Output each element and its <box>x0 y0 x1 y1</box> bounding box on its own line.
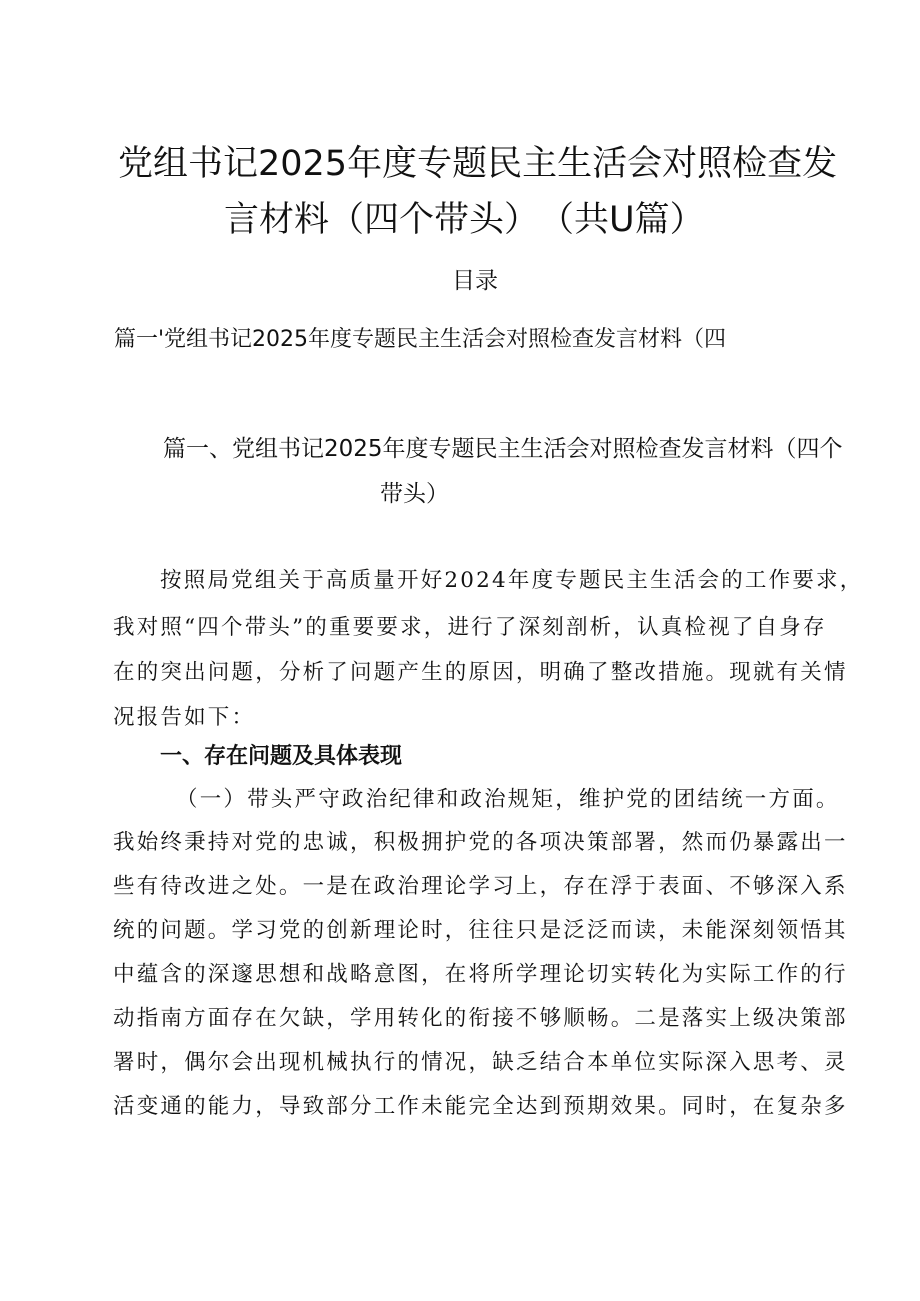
paragraph-line: 动指南方面存在欠缺，学用转化的衔接不够顺畅。二是落实上级决策部 <box>113 1006 848 1031</box>
paragraph-line: 我始终秉持对党的忠诚，积极拥护党的各项决策部署，然而仍暴露出一 <box>113 830 848 855</box>
intro-line: 在的突出问题，分析了问题产生的原因，明确了整改措施。现就有关情 <box>113 660 848 685</box>
paragraph-line: 署时，偶尔会出现机械执行的情况，缺乏结合本单位实际深入思考、灵 <box>113 1050 848 1075</box>
section-title-line-2: 带头） <box>380 481 449 507</box>
intro-line: 我对照“四个带头”的重要要求，进行了深刻剖析，认真检视了自身存 <box>113 615 827 640</box>
toc-item-1[interactable]: 篇一'党组书记2025年度专题民主生活会对照检查发言材料（四 <box>114 327 727 352</box>
toc-heading: 目录 <box>452 268 498 294</box>
paragraph-line: 中蕴含的深邃思想和战略意图，在将所学理论切实转化为实际工作的行 <box>113 962 848 987</box>
heading-problems: 一、存在问题及具体表现 <box>160 744 403 769</box>
paragraph-line: 统的问题。学习党的创新理论时，往往只是泛泛而读，未能深刻领悟其 <box>113 918 848 943</box>
document-title-line-2: 言材料（四个带头） （共U篇） <box>224 200 705 240</box>
intro-line: 况报告如下： <box>113 705 256 730</box>
paragraph-line: （一）带头严守政治纪律和政治规矩，维护党的团结统一方面。 <box>176 787 840 812</box>
intro-line: 按照局党组关于高质量开好2024年度专题民主生活会的工作要求， <box>160 568 864 593</box>
section-title-line-1: 篇一、党组书记2025年度专题民主生活会对照检查发言材料（四个 <box>163 436 843 462</box>
document-title-line-1: 党组书记2025年度专题民主生活会对照检查发 <box>118 144 838 184</box>
paragraph-line: 些有待改进之处。一是在政治理论学习上，存在浮于表面、不够深入系 <box>113 874 848 899</box>
paragraph-line: 活变通的能力，导致部分工作未能完全达到预期效果。同时，在复杂多 <box>113 1094 848 1119</box>
